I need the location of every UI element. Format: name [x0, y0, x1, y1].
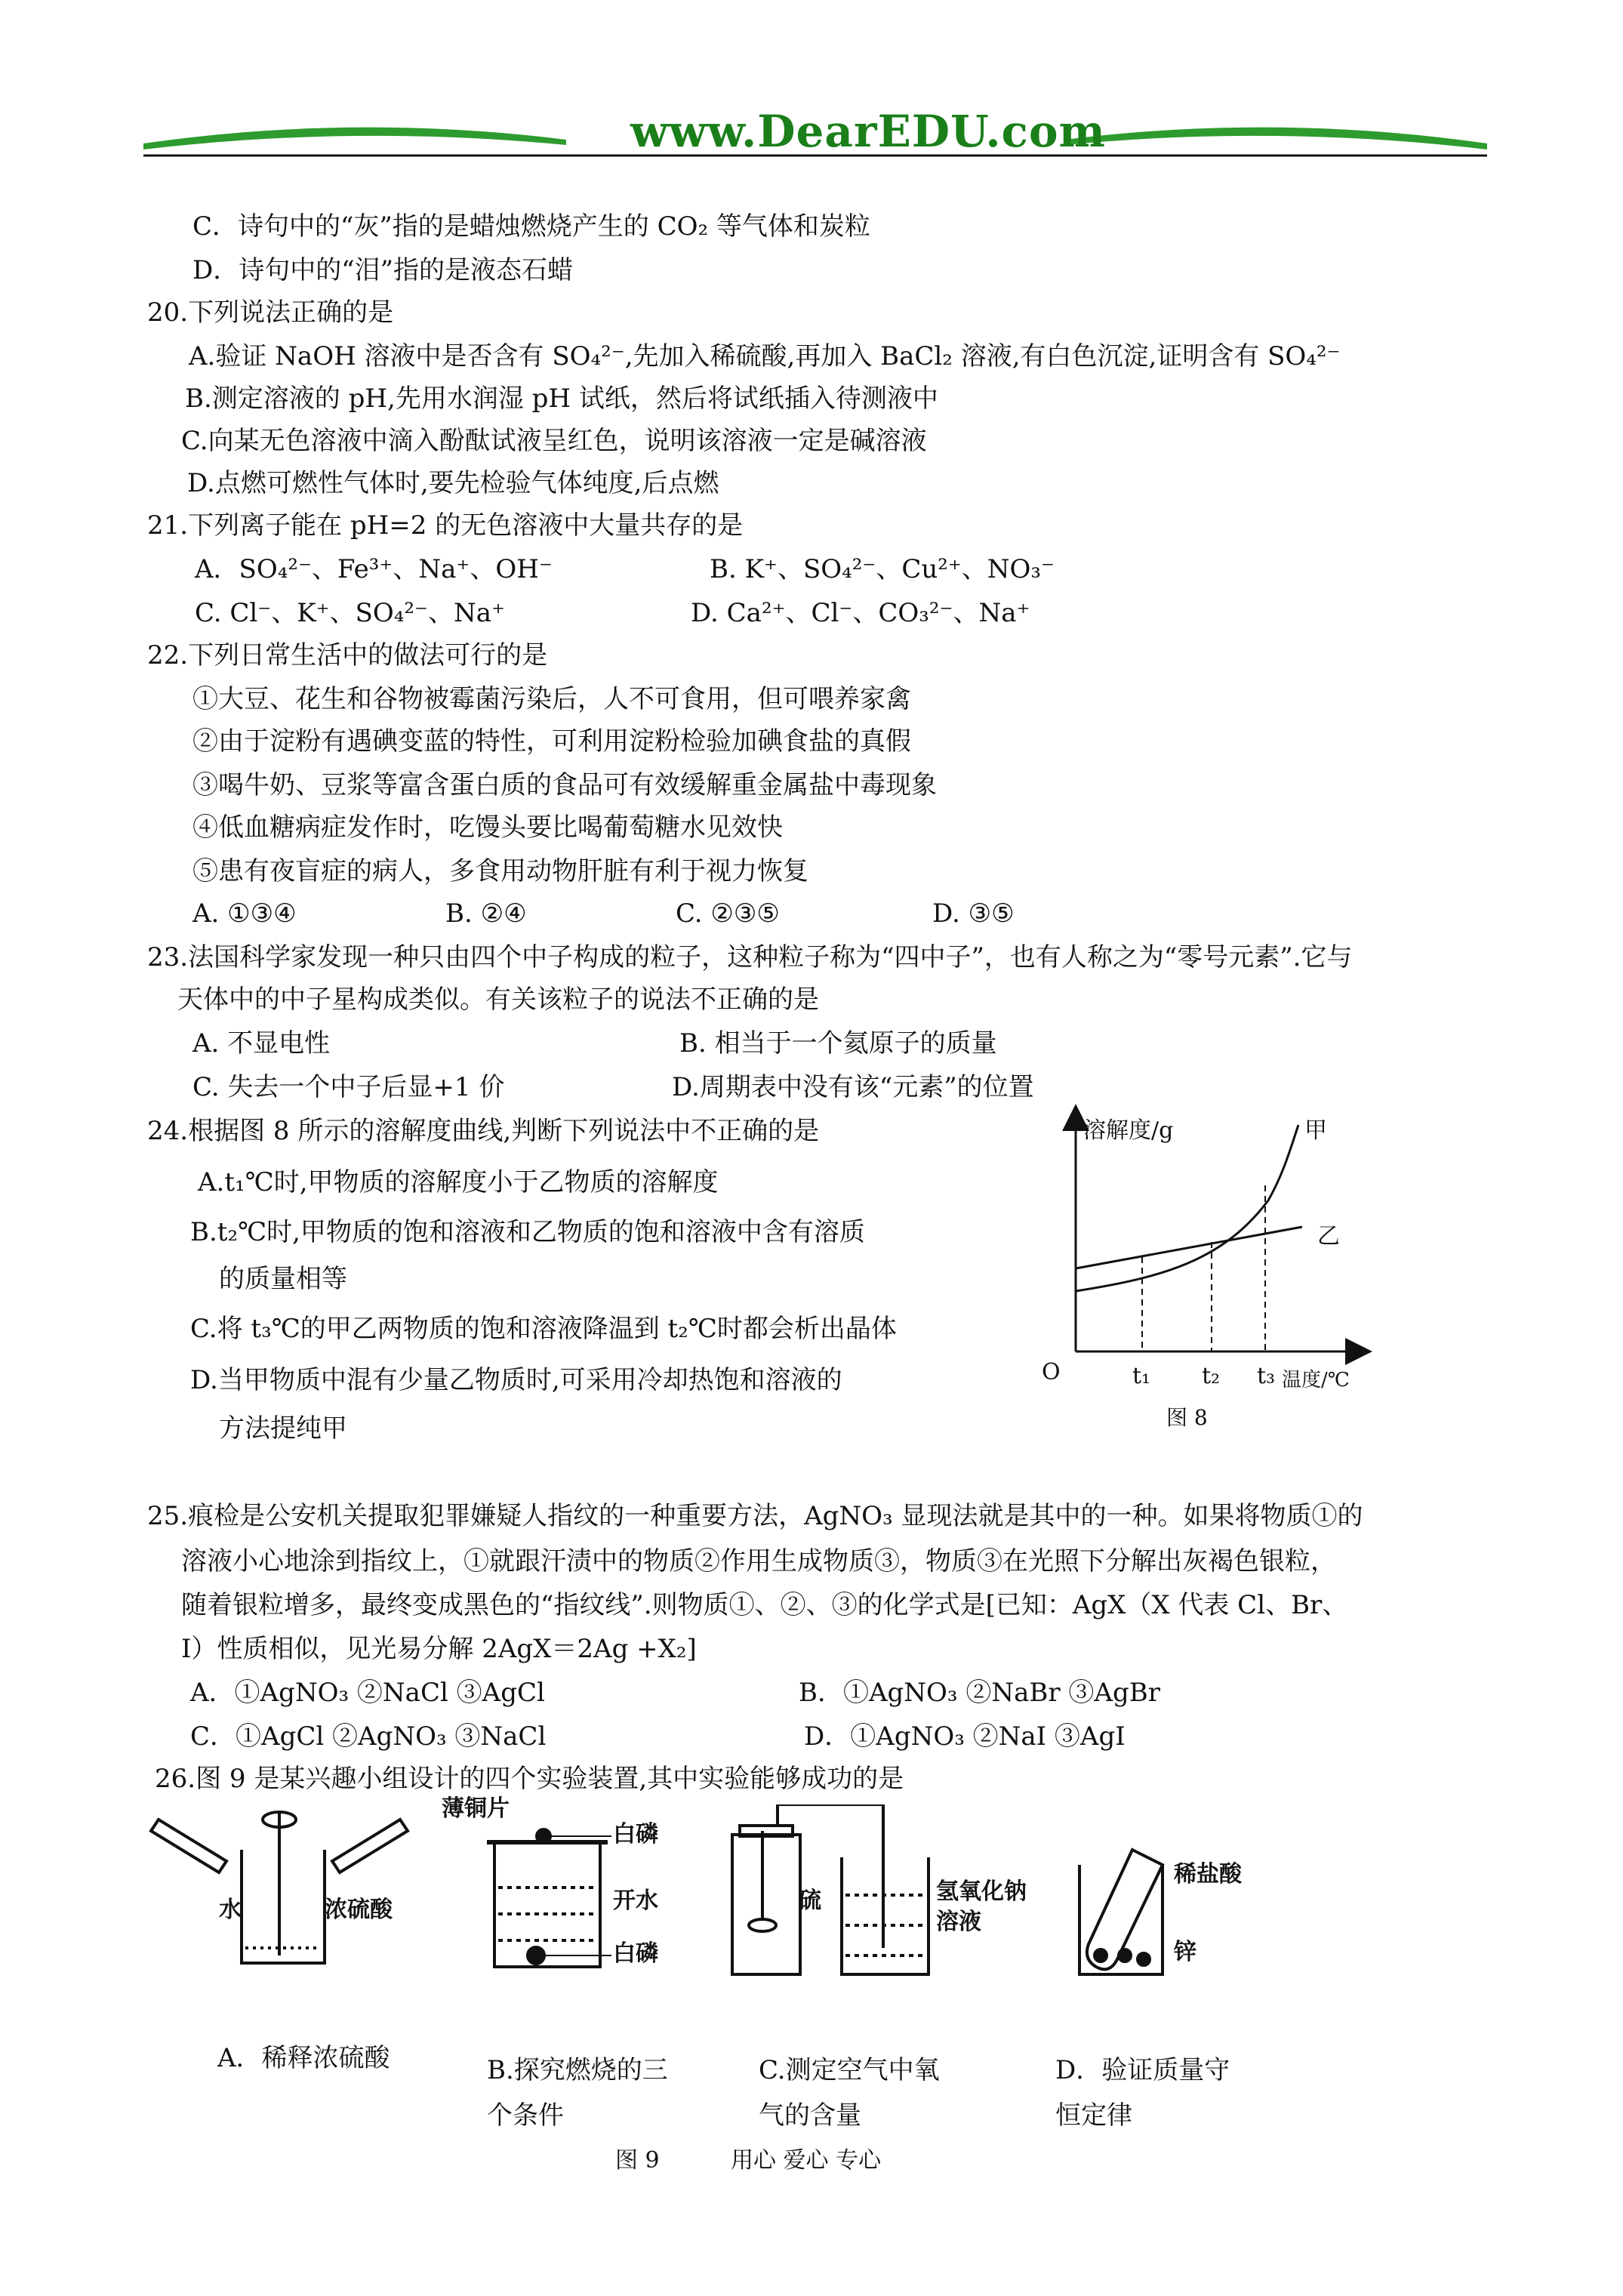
q24-option-d-line2: 方法提纯甲: [219, 1413, 347, 1444]
fig9-a-water: 水: [219, 1897, 242, 1923]
fig9-b-copper: 薄铜片: [442, 1795, 510, 1822]
q21-stem: 21.下列离子能在 pH=2 的无色溶液中大量共存的是: [147, 510, 744, 541]
q25-option-a: A．①AgNO₃ ②NaCl ③AgCl: [190, 1678, 545, 1708]
q21-option-d: D. Ca²⁺、Cl⁻、CO₃²⁻、Na⁺: [691, 598, 1030, 628]
q25-stem-line2: 溶液小心地涂到指纹上，①就跟汗渍中的物质②作用生成物质③，物质③在光照下分解出灰褐色银粒，: [181, 1546, 1336, 1576]
q19-option-d: D．诗句中的“泪”指的是液态石蜡: [192, 255, 574, 285]
fig9-caption-c-line1: C.测定空气中氧: [759, 2055, 940, 2085]
fig8-tick-t1: t₁: [1132, 1363, 1151, 1389]
fig9-d-zinc: 锌: [1174, 1939, 1196, 1965]
fig9-c-naoh-line1: 氢氧化钠: [936, 1878, 1027, 1905]
q22-item-5: ⑤患有夜盲症的病人，多食用动物肝脏有利于视力恢复: [192, 856, 808, 886]
q19-option-c: C．诗句中的“灰”指的是蜡烛燃烧产生的 CO₂ 等气体和炭粒: [192, 211, 870, 242]
q22-item-2: ②由于淀粉有遇碘变蓝的特性，可利用淀粉检验加碘食盐的真假: [192, 726, 911, 757]
q23-option-b: B. 相当于一个氦原子的质量: [679, 1028, 997, 1059]
figure-9-apparatus: [143, 1795, 1336, 2001]
q23-option-d: D.周期表中没有该“元素”的位置: [672, 1072, 1034, 1102]
q26-stem: 26.图 9 是某兴趣小组设计的四个实验装置,其中实验能够成功的是: [155, 1764, 904, 1794]
fig9-b-phosphorus-top: 白磷: [613, 1821, 658, 1848]
q25-stem-line1: 25.痕检是公安机关提取犯罪嫌疑人指纹的一种重要方法，AgNO₃ 显现法就是其中的一种。如果将物质①的: [147, 1501, 1363, 1531]
q25-option-d: D．①AgNO₃ ②NaI ③AgI: [804, 1721, 1126, 1752]
q20-option-b: B.测定溶液的 pH,先用水润湿 pH 试纸，然后将试纸插入待测液中: [185, 384, 938, 414]
site-logo[interactable]: www.DearEDU.com: [630, 106, 1106, 157]
q22-option-c: C. ②③⑤: [676, 898, 780, 929]
fig8-ylabel: 溶解度/g: [1083, 1117, 1174, 1144]
q20-option-c: C.向某无色溶液中滴入酚酞试液呈红色，说明该溶液一定是碱溶液: [181, 426, 927, 456]
fig9-b-hot-water: 开水: [613, 1888, 658, 1914]
q23-stem-line2: 天体中的中子星构成类似。有关该粒子的说法不正确的是: [177, 985, 819, 1015]
fig9-caption-b-line2: 个条件: [487, 2100, 564, 2131]
q22-option-b: B. ②④: [445, 898, 527, 929]
q21-option-b: B. K⁺、SO₄²⁻、Cu²⁺、NO₃⁻: [710, 554, 1055, 584]
figure-8-solubility: [1042, 1102, 1404, 1465]
apparatus-c: [732, 1804, 929, 1974]
fig9-caption-d-line1: D．验证质量守: [1055, 2055, 1230, 2085]
fig9-c-naoh-line2: 溶液: [936, 1909, 981, 1935]
footer-slogan: 用心 爱心 专心: [731, 2147, 882, 2174]
q20-option-d: D.点燃可燃性气体时,要先检验气体纯度,后点燃: [187, 468, 719, 498]
q24-option-d-line1: D.当甲物质中混有少量乙物质时,可采用冷却热饱和溶液的: [190, 1365, 842, 1395]
q24-option-b-line1: B.t₂℃时,甲物质的饱和溶液和乙物质的饱和溶液中含有溶质: [190, 1217, 865, 1247]
fig9-caption-c-line2: 气的含量: [759, 2100, 861, 2131]
q25-option-c: C．①AgCl ②AgNO₃ ③NaCl: [190, 1721, 547, 1752]
q22-stem: 22.下列日常生活中的做法可行的是: [147, 640, 548, 670]
q24-stem: 24.根据图 8 所示的溶解度曲线,判断下列说法中不正确的是: [147, 1116, 820, 1146]
apparatus-a: [151, 1812, 408, 1963]
q22-item-4: ④低血糖病症发作时，吃馒头要比喝葡萄糖水见效快: [192, 812, 783, 843]
fig9-a-acid: 浓硫酸: [325, 1897, 393, 1923]
q24-option-c: C.将 t₃℃的甲乙两物质的饱和溶液降温到 t₂℃时都会析出晶体: [190, 1314, 897, 1344]
q25-stem-line3: 随着银粒增多，最终变成黑色的“指纹线”.则物质①、②、③的化学式是[已知：AgX（X 代表 Cl、Br、: [181, 1590, 1348, 1620]
fig9-caption-b-line1: B.探究燃烧的三: [487, 2055, 668, 2085]
q25-stem-line4: I）性质相似，见光易分解 2AgX＝2Ag +X₂]: [181, 1634, 697, 1664]
solubility-curve-plot: [1042, 1102, 1404, 1465]
fig8-label-yi: 乙: [1317, 1223, 1340, 1250]
fig8-tick-t3: t₃: [1257, 1363, 1276, 1389]
q23-stem-line1: 23.法国科学家发现一种只由四个中子构成的粒子，这种粒子称为“四中子”，也有人称之为“零号元素”.它与: [147, 942, 1353, 972]
fig9-c-sulfur: 硫: [799, 1888, 821, 1914]
header-banner: [143, 106, 1487, 166]
apparatus-b: [487, 1829, 611, 1967]
q22-item-3: ③喝牛奶、豆浆等富含蛋白质的食品可有效缓解重金属盐中毒现象: [192, 770, 937, 800]
q21-option-c: C. Cl⁻、K⁺、SO₄²⁻、Na⁺: [195, 598, 505, 628]
fig9-d-hcl: 稀盐酸: [1174, 1861, 1242, 1888]
fig8-xlabel: 温度/℃: [1282, 1369, 1350, 1391]
fig9-caption-d-line2: 恒定律: [1055, 2100, 1132, 2131]
fig8-origin: O: [1042, 1359, 1061, 1385]
apparatus-drawings: [143, 1804, 1336, 2001]
fig9-b-phosphorus-bottom: 白磷: [613, 1940, 658, 1967]
q23-option-c: C. 失去一个中子后显+1 价: [192, 1072, 505, 1102]
q20-option-a: A.验证 NaOH 溶液中是否含有 SO₄²⁻,先加入稀硫酸,再加入 BaCl₂ 溶液,有白色沉淀,证明含有 SO₄²⁻: [189, 341, 1341, 371]
q21-option-a: A．SO₄²⁻、Fe³⁺、Na⁺、OH⁻: [195, 554, 553, 584]
q24-option-b-line2: 的质量相等: [219, 1264, 347, 1294]
q22-option-d: D. ③⑤: [932, 898, 1015, 929]
q22-item-1: ①大豆、花生和谷物被霉菌污染后，人不可食用，但可喂养家禽: [192, 684, 911, 714]
q24-option-a: A.t₁℃时,甲物质的溶解度小于乙物质的溶解度: [198, 1167, 719, 1197]
q25-option-b: B．①AgNO₃ ②NaBr ③AgBr: [799, 1678, 1160, 1708]
fig8-caption: 图 8: [1166, 1405, 1208, 1430]
fig9-caption: 图 9: [615, 2147, 660, 2174]
fig8-label-jia: 甲: [1304, 1117, 1327, 1144]
fig8-tick-t2: t₂: [1202, 1363, 1221, 1389]
q20-stem: 20.下列说法正确的是: [147, 297, 394, 328]
q23-option-a: A. 不显电性: [192, 1028, 331, 1059]
fig9-caption-a: A．稀释浓硫酸: [217, 2043, 390, 2073]
apparatus-d: [1079, 1850, 1163, 1974]
q22-option-a: A. ①③④: [192, 898, 297, 929]
